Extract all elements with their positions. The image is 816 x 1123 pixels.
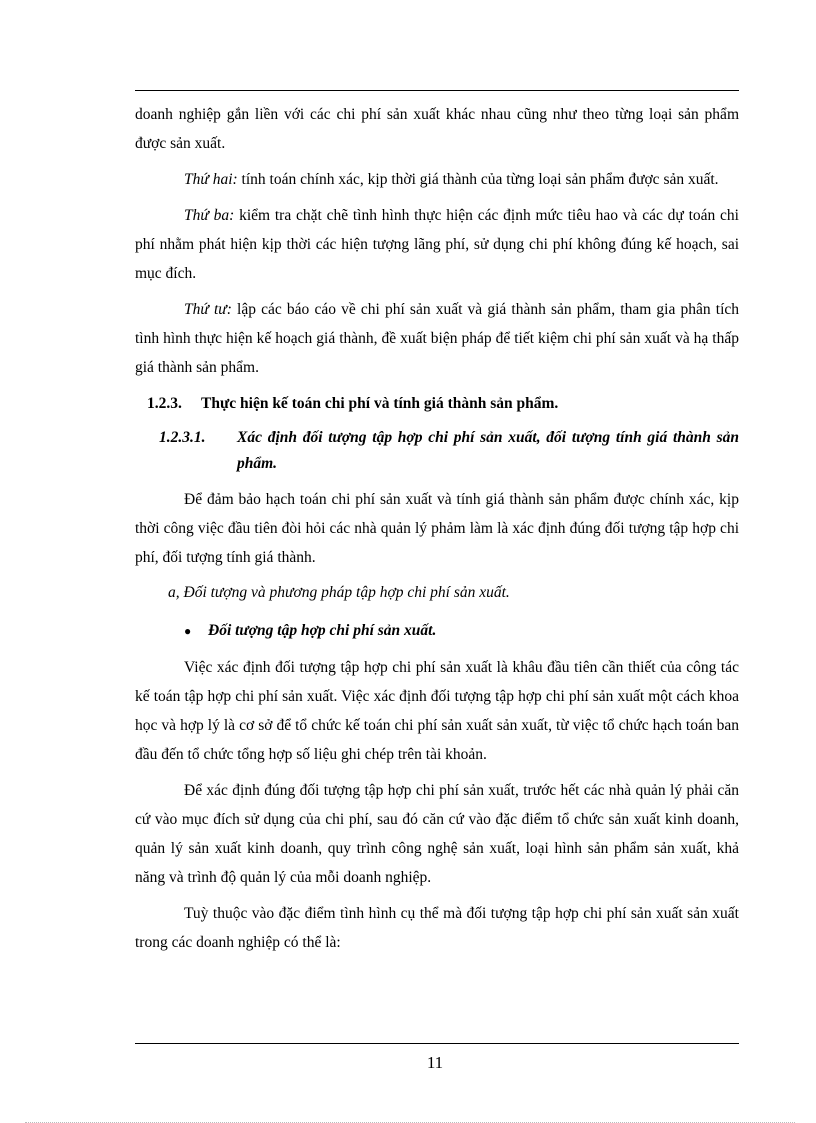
paragraph-thu-tu — [135, 295, 739, 382]
bullet-icon: ● — [184, 624, 192, 638]
header-rule — [135, 90, 739, 91]
paragraph-text: tính toán chính xác, kịp thời giá thành của từng loại sản phẩm được sản xuất. — [237, 171, 719, 188]
section-heading-1-2-3-1 — [159, 425, 739, 477]
paragraph-continuation: doanh nghiệp gắn liền với các chi phí sản xuất khác nhau cũng như theo từng loại sản phẩm được sản xuất. — [135, 106, 739, 152]
paragraph-body: Để xác định đúng đối tượng tập hợp chi phí sản xuất, trước hết các nhà quản lý phải căn cứ vào mục đích sử dụng của chi phí, sau đó căn cứ vào đặc điểm tổ chức sản xuất kinh doanh, quản lý sản xuất kinh doanh, quy trình công nghệ sản xuất, loại hình sản phẩm sản xuất, khả năng và trình độ quản lý của mỗi doanh nghiệp. — [135, 782, 739, 886]
footer-rule — [135, 1043, 739, 1044]
section-number: 1.2.3. — [147, 395, 182, 412]
subheading-a: a, Đối tượng và phương pháp tập hợp chi phí sản xuất. — [168, 584, 510, 601]
paragraph-text: lập các báo cáo về chi phí sản xuất và giá thành sản phẩm, tham gia phân tích tình hình thực hiện kế hoạch giá thành, đề xuất biện pháp để tiết kiệm chi phí sản xuất và hạ thấp giá thành sản phẩm. — [135, 301, 739, 376]
paragraph-lead: Thứ ba: — [184, 207, 235, 224]
paragraph-body: Việc xác định đối tượng tập hợp chi phí sản xuất là khâu đầu tiên cần thiết của công tác kế toán tập hợp chi phí sản xuất. Việc xác định đối tượng tập hợp chi phí sản xuất một cách khoa học và hợp lý là cơ sở để tổ chức kế toán chi phí sản xuất sản xuất, từ việc tổ chức hạch toán ban đầu đến tổ chức tổng hợp số liệu ghi chép trên tài khoản. — [135, 659, 739, 763]
section-title: Xác định đối tượng tập hợp chi phí sản xuất, đối tượng tính giá thành sản phẩm. — [237, 429, 739, 472]
bullet-item — [184, 617, 739, 645]
paragraph-lead: Thứ hai: — [184, 171, 238, 188]
bullet-text: Đối tượng tập hợp chi phí sản xuất. — [208, 622, 437, 639]
paragraph-lead: Thứ tư: — [184, 301, 232, 318]
section-title: Thực hiện kế toán chi phí và tính giá thành sản phẩm. — [201, 395, 559, 412]
section-number: 1.2.3.1. — [159, 429, 206, 446]
section-heading-1-2-3 — [147, 392, 739, 416]
paragraph-body: Tuỳ thuộc vào đặc điểm tình hình cụ thể mà đối tượng tập hợp chi phí sản xuất sản xuất trong các doanh nghiệp có thể là: — [135, 905, 739, 951]
paragraph-thu-ba — [135, 201, 739, 288]
paragraph-thu-hai — [135, 165, 739, 194]
paragraph-intro: Để đảm bảo hạch toán chi phí sản xuất và tính giá thành sản phẩm được chính xác, kịp thời công việc đầu tiên đòi hỏi các nhà quản lý phảm làm là xác định đúng đối tượng tập hợp chi phí, đối tượng tính giá thành. — [135, 491, 739, 566]
page-body — [135, 100, 739, 964]
paragraph-text: kiểm tra chặt chẽ tình hình thực hiện các định mức tiêu hao và các dự toán chi phí nhằm phát hiện kịp thời các hiện tượng lãng phí, sử dụng chi phí không đúng kế hoạch, sai mục đích. — [135, 207, 739, 282]
page-number: 11 — [426, 1053, 444, 1072]
